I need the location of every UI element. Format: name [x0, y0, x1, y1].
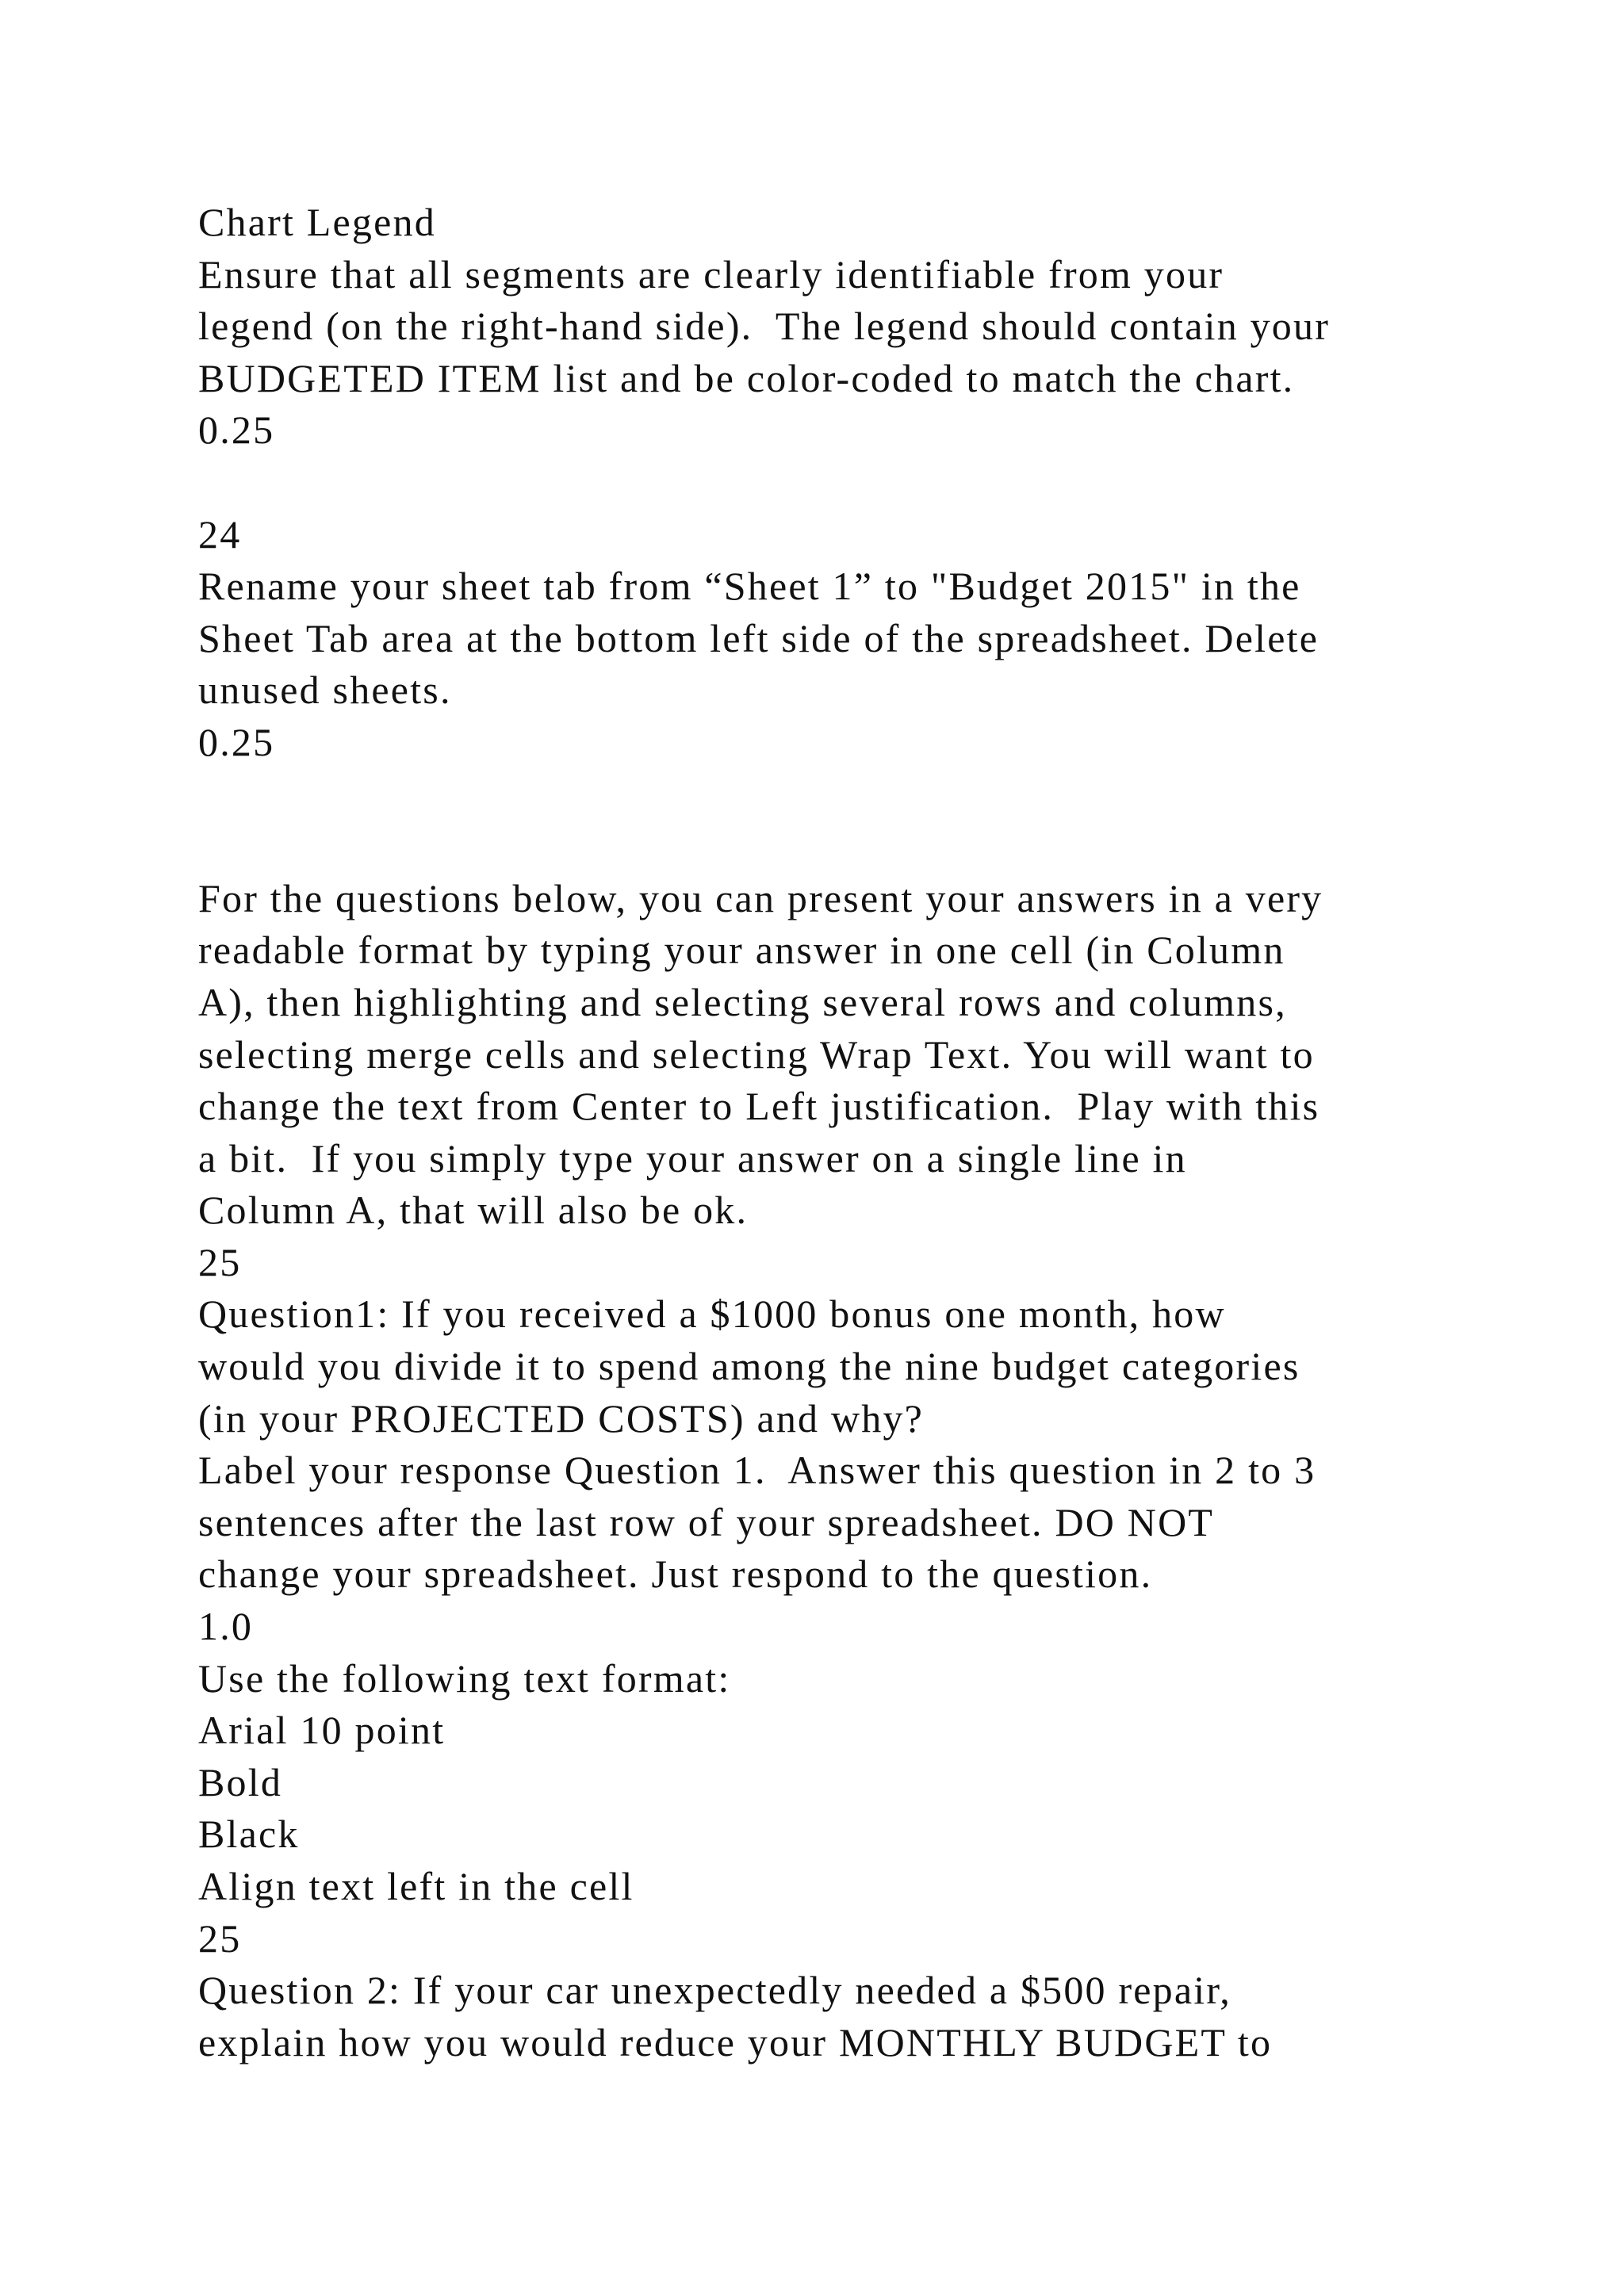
text-line: change the text from Center to Left justification. Play with this — [198, 1084, 1320, 1129]
text-line: change your spreadsheet. Just respond to the question. — [198, 1552, 1153, 1597]
format-spec-font: Arial 10 point — [198, 1708, 446, 1753]
text-line: readable format by typing your answer in one cell (in Column — [198, 928, 1285, 973]
format-spec-align: Align text left in the cell — [198, 1864, 634, 1908]
section-heading-chart-legend: Chart Legend — [198, 200, 436, 244]
points-value: 0.25 — [198, 719, 275, 764]
text-line: unused sheets. — [198, 668, 452, 713]
format-spec-weight: Bold — [198, 1759, 283, 1804]
blank-line — [198, 769, 1546, 821]
text-line: A), then highlighting and selecting several rows and columns, — [198, 979, 1287, 1024]
text-line: Label your response Question 1. Answer this question in 2 to 3 — [198, 1448, 1316, 1493]
item-number: 25 — [198, 1239, 242, 1284]
text-line: Sheet Tab area at the bottom left side of the spreadsheet. Delete — [198, 615, 1320, 660]
text-line: Use the following text format: — [198, 1655, 731, 1701]
text-line: sentences after the last row of your spreadsheet. DO NOT — [198, 1499, 1215, 1544]
text-line: a bit. If you simply type your answer on a single line in — [198, 1135, 1187, 1181]
text-line: (in your PROJECTED COSTS) and why? — [198, 1395, 925, 1441]
document-text — [198, 197, 1546, 2068]
item-number: 24 — [198, 511, 242, 557]
question-1-text: Question1: If you received a $1000 bonus one month, how — [198, 1292, 1226, 1337]
text-line: selecting merge cells and selecting Wrap Text. You will want to — [198, 1031, 1315, 1077]
text-line: would you divide it to spend among the nine budget categories — [198, 1344, 1300, 1389]
points-value: 1.0 — [198, 1604, 254, 1649]
text-line: explain how you would reduce your MONTHLY BUDGET to — [198, 2019, 1273, 2064]
blank-line — [198, 821, 1546, 873]
text-line: Ensure that all segments are clearly identifiable from your — [198, 251, 1224, 297]
text-line: Column A, that will also be ok. — [198, 1188, 749, 1233]
question-2-text: Question 2: If your car unexpectedly needed a $500 repair, — [198, 1968, 1231, 2013]
text-line: BUDGETED ITEM list and be color-coded to match the chart. — [198, 355, 1295, 400]
text-line: Rename your sheet tab from “Sheet 1” to "Budget 2015" in the — [198, 564, 1301, 609]
points-value: 0.25 — [198, 408, 275, 453]
text-line: legend (on the right-hand side). The legend should contain your — [198, 304, 1331, 349]
blank-line — [198, 457, 1546, 509]
format-spec-color: Black — [198, 1812, 300, 1857]
text-line: For the questions below, you can present your answers in a very — [198, 875, 1323, 920]
item-number: 25 — [198, 1915, 242, 1961]
